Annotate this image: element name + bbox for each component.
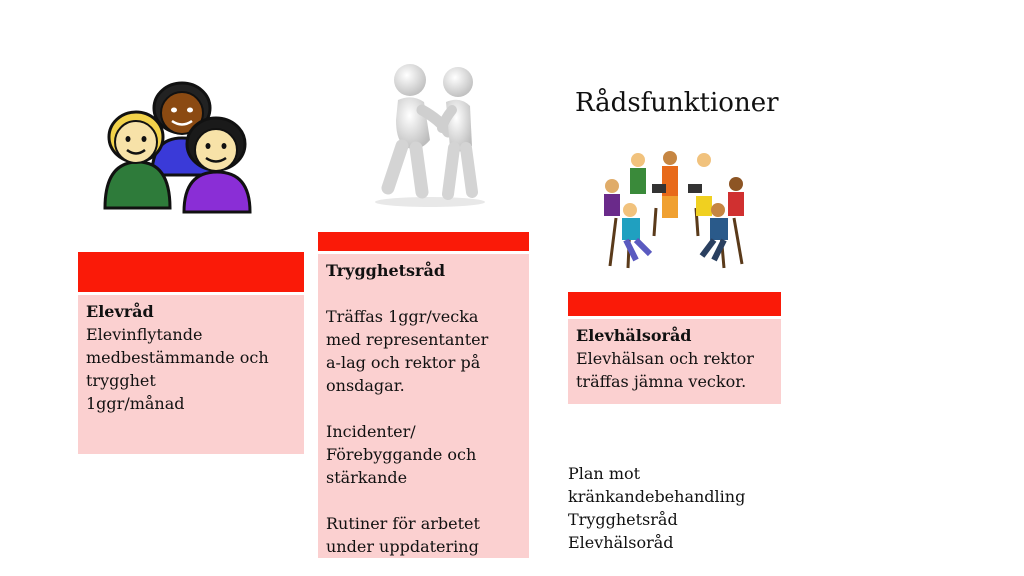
trygghetsrad-card <box>318 254 529 558</box>
trygghetsrad-line: under uppdatering <box>326 537 479 556</box>
trygghetsrad-header-band <box>318 232 529 251</box>
trygghetsrad-line: med representanter <box>326 330 489 349</box>
elevrad-header-band <box>78 252 304 292</box>
plan-line: Trygghetsråd <box>568 510 678 529</box>
trygghetsrad-line: Rutiner för arbetet <box>326 514 480 533</box>
plan-line: kränkandebehandling <box>568 487 746 506</box>
trygghetsrad-line: Incidenter/ <box>326 422 416 441</box>
slide-title: Rådsfunktioner <box>575 88 779 118</box>
plan-line: Plan mot <box>568 464 641 483</box>
elevhalsorad-line: Elevhälsan och rektor <box>576 349 754 368</box>
elevrad-line: trygghet <box>86 371 156 390</box>
elevhalsorad-heading: Elevhälsoråd <box>576 326 692 345</box>
elevrad-card <box>78 295 304 454</box>
elevrad-line: Elevinflytande <box>86 325 203 344</box>
plan-line: Elevhälsoråd <box>568 533 674 552</box>
trygghetsrad-line: Träffas 1ggr/vecka <box>326 307 479 326</box>
trygghetsrad-line: stärkande <box>326 468 408 487</box>
elevrad-line: medbestämmande och <box>86 348 269 367</box>
trygghetsrad-heading: Trygghetsråd <box>326 261 446 280</box>
plan-list <box>568 462 798 554</box>
elevrad-line: 1ggr/månad <box>86 394 185 413</box>
trygghetsrad-line: Förebyggande och <box>326 445 477 464</box>
elevhalsorad-header-band <box>568 292 781 316</box>
trygghetsrad-line: a-lag och rektor på <box>326 353 481 372</box>
trygghetsrad-line: onsdagar. <box>326 376 405 395</box>
three-cartoon-faces-icon <box>100 80 260 220</box>
people-circle-meeting-icon <box>596 148 756 276</box>
elevhalsorad-line: träffas jämna veckor. <box>576 372 747 391</box>
two-figures-support-icon <box>360 60 500 210</box>
elevrad-heading: Elevråd <box>86 302 154 321</box>
elevhalsorad-card <box>568 319 781 404</box>
